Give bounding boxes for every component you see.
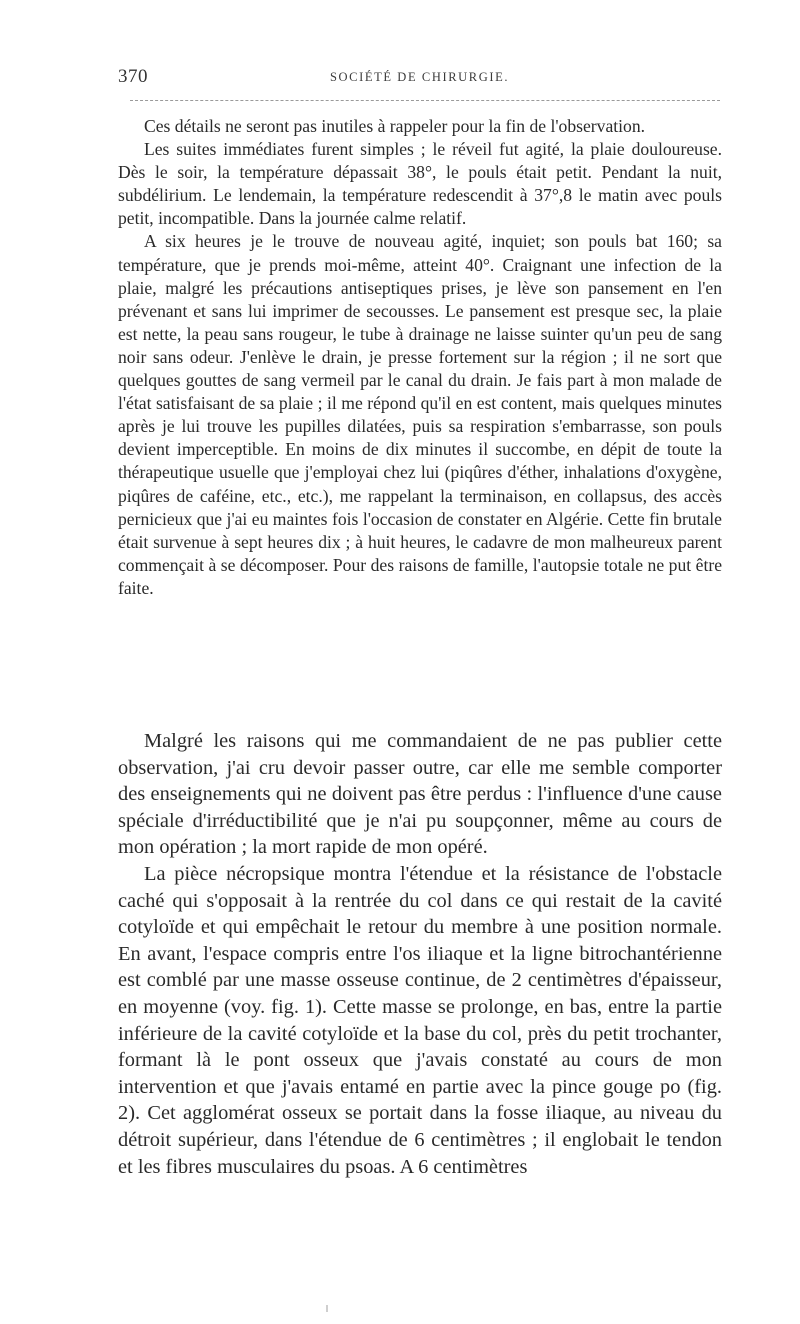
discussion-paragraph: Malgré les raisons qui me commandaient de ne pas publier cette observation, j'ai cru devoir passer outre, car elle me semble comporter des enseignements qui ne doivent pas être perdus : l'influence d'une cause spéciale d'irréductibilité que je n'ai pu soupçonner, même au cours de mon opération ; la mort rapide de mon opéré. <box>118 730 722 859</box>
page-header <box>118 62 722 88</box>
discussion-text <box>118 728 722 1180</box>
observation-text <box>118 115 722 600</box>
header-rule <box>130 100 720 101</box>
running-head: SOCIÉTÉ DE CHIRURGIE. <box>330 70 510 84</box>
observation-paragraph: Ces détails ne seront pas inutiles à rappeler pour la fin de l'observation. <box>144 116 646 136</box>
discussion-paragraph: La pièce nécropsique montra l'étendue et la résistance de l'obstacle caché qui s'opposait à la rentrée du col dans ce qui restait de la cavité cotyloïde et qui empêchait le retour du membre à une position normale. En avant, l'espace compris entre l'os iliaque et la ligne bitrochantérienne est comblé par une masse osseuse continue, de 2 centimètres d'épaisseur, en moyenne (voy. fig. 1). Cette masse se prolonge, en bas, entre la partie inférieure de la cavité cotyloïde et la base du col, près du petit trochanter, formant là le pont osseux que j'avais constaté au cours de mon intervention et que j'avais entamé en partie avec la pince gouge po (fig. 2). Cet agglomérat osseux se portait dans la fosse iliaque, au niveau du détroit supérieur, dans l'étendue de 6 centimètres ; il englobait le tendon et les fibres musculaires du psoas. A 6 centimètres <box>118 862 722 1178</box>
observation-paragraph: A six heures je le trouve de nouveau agité, inquiet; son pouls bat 160; sa température, que je prends moi-même, atteint 40°. Craignant une infection de la plaie, malgré les précautions antiseptiques prises, je lève son pansement en l'en prévenant et sans lui imprimer de secousses. Le pansement est presque sec, la plaie est nette, la peau sans rougeur, le tube à drainage ne laisse suinter qu'un peu de sang noir sans odeur. J'enlève le drain, je presse fortement sur la région ; il ne sort que quelques gouttes de sang vermeil par le canal du drain. Je fais part à mon malade de l'état satisfaisant de sa plaie ; il me répond qu'il en est content, mais quelques minutes après je lui trouve les pupilles dilatées, puis sa respiration s'embarrasse, son pouls devient imperceptible. En moins de dix minutes il succombe, en dépit de toute la thérapeutique usuelle que j'employai chez lui (piqûres d'éther, inhalations d'oxygène, piqûres de caféine, etc., etc.), me rappelant la terminaison, en collapsus, des accès pernicieux que j'ai eu maintes fois l'occasion de constater en Algérie. Cette fin brutale était survenue à sept heures dix ; à huit heures, le cadavre de mon malheureux parent commençait à se décomposer. Pour des raisons de famille, l'autopsie totale ne put être faite. <box>118 231 722 598</box>
paper-mark <box>326 1305 328 1312</box>
observation-paragraph: Les suites immédiates furent simples ; le réveil fut agité, la plaie douloureuse. Dès le soir, la température dépassait 38°, le pouls était petit. Pendant la nuit, subdélirium. Le lendemain, la température redescendit à 37°,8 le matin avec pouls petit, incompatible. Dans la journée calme relatif. <box>118 139 722 229</box>
page-number: 370 <box>118 66 148 87</box>
